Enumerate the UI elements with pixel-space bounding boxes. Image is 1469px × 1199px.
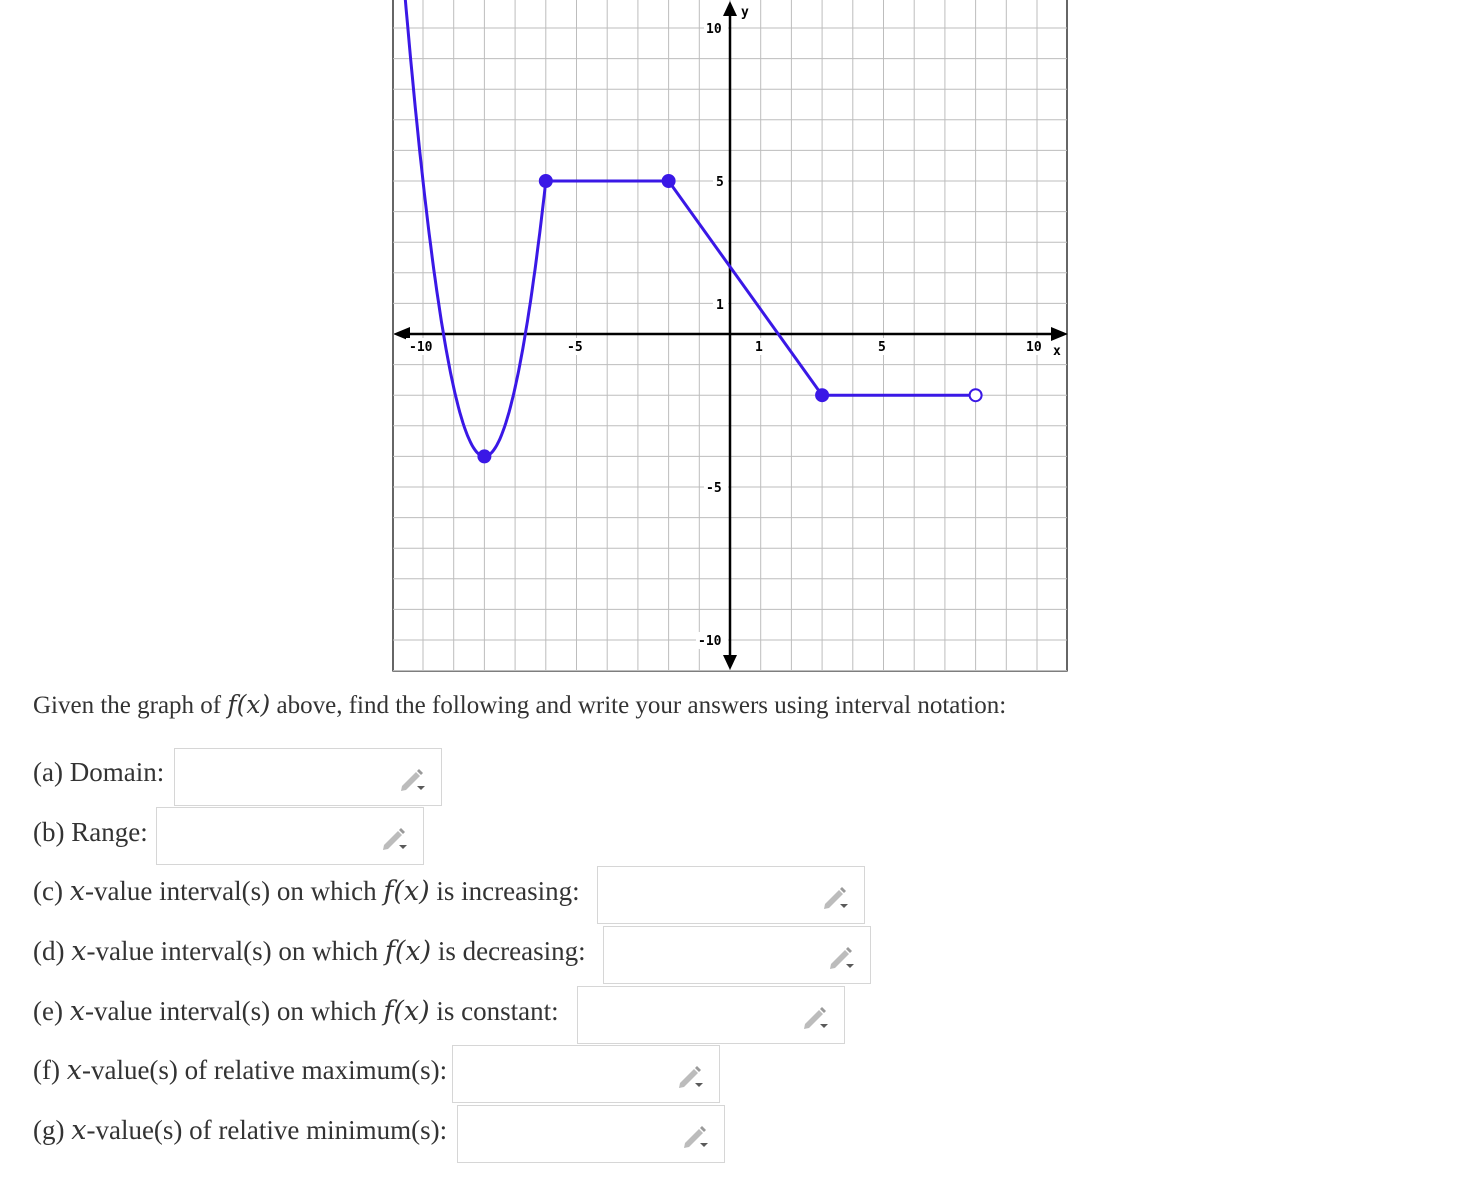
answer-input-a[interactable] (181, 755, 395, 801)
answer-input-b[interactable] (163, 814, 377, 860)
answer-input-g[interactable] (464, 1112, 678, 1158)
question-text-suffix: is increasing: (429, 876, 580, 906)
open-endpoint (970, 389, 982, 401)
x-tick-label-neg5: -5 (567, 340, 583, 355)
question-text-var: x (66, 1055, 82, 1086)
instructions-text-start: Given the graph of (33, 692, 228, 719)
y-tick-label-5: 5 (716, 175, 724, 190)
question-f-label (33, 1055, 447, 1086)
pencil-icon[interactable] (682, 1124, 710, 1148)
closed-endpoint (663, 175, 675, 187)
answer-input-c[interactable] (604, 873, 818, 919)
question-text-suffix: is constant: (429, 996, 559, 1026)
question-text-var: x (69, 876, 85, 907)
answer-input-e[interactable] (584, 993, 798, 1039)
question-text-func: f(x) (384, 936, 432, 967)
answer-box-c[interactable] (597, 866, 865, 924)
answer-box-e[interactable] (577, 986, 845, 1044)
question-text-middle: -value interval(s) on which (86, 936, 385, 966)
question-a-label (33, 757, 164, 788)
question-text-middle: -value interval(s) on which (84, 876, 384, 906)
answer-box-b[interactable] (156, 807, 424, 865)
question-text-suffix: is decreasing: (431, 936, 586, 966)
x-axis-name: x (1053, 344, 1061, 359)
y-tick-label-neg5: -5 (706, 481, 722, 496)
instructions (33, 690, 1006, 720)
instructions-text-end: above, find the following and write your answers using interval notation: (270, 692, 1007, 719)
question-text-var: x (71, 1115, 87, 1146)
question-text-var: x (69, 996, 85, 1027)
question-text-prefix: (d) (33, 936, 72, 966)
question-d-label (33, 936, 586, 967)
pencil-icon[interactable] (381, 826, 409, 850)
question-b-label (33, 817, 148, 848)
question-text-prefix: (c) (33, 876, 70, 906)
question-text-prefix: (a) Domain: (33, 757, 165, 787)
question-text-middle: -value(s) of relative maximum(s): (81, 1055, 448, 1085)
y-tick-label-10: 10 (706, 22, 722, 37)
closed-endpoint (816, 389, 828, 401)
question-text-func: f(x) (383, 876, 430, 907)
closed-endpoint (540, 175, 552, 187)
pencil-icon[interactable] (828, 945, 856, 969)
x-tick-label-neg10: -10 (409, 340, 433, 355)
x-tick-label-10: 10 (1026, 340, 1042, 355)
closed-endpoint (478, 450, 490, 462)
question-c-label (33, 876, 580, 907)
pencil-icon[interactable] (677, 1064, 705, 1088)
question-text-prefix: (b) Range: (33, 817, 148, 847)
x-tick-label-1: 1 (755, 340, 763, 355)
question-text-func: f(x) (383, 996, 430, 1027)
pencil-icon[interactable] (802, 1005, 830, 1029)
answer-box-f[interactable] (452, 1045, 720, 1103)
question-text-prefix: (e) (33, 996, 70, 1026)
question-text-middle: -value interval(s) on which (84, 996, 384, 1026)
pencil-icon[interactable] (399, 767, 427, 791)
question-g-label (33, 1115, 447, 1146)
question-text-prefix: (f) (33, 1055, 67, 1085)
answer-input-d[interactable] (610, 933, 824, 979)
question-e-label (33, 996, 559, 1027)
y-tick-label-1: 1 (716, 298, 724, 313)
x-tick-label-5: 5 (878, 340, 886, 355)
question-text-prefix: (g) (33, 1115, 72, 1145)
function-name: f(x) (227, 690, 271, 719)
pencil-icon[interactable] (822, 885, 850, 909)
answer-input-f[interactable] (459, 1052, 673, 1098)
y-axis-name: y (741, 5, 749, 20)
y-tick-label-neg10: -10 (698, 634, 722, 649)
answer-box-a[interactable] (174, 748, 442, 806)
question-text-middle: -value(s) of relative minimum(s): (86, 1115, 448, 1145)
answer-box-d[interactable] (603, 926, 871, 984)
question-text-var: x (71, 936, 87, 967)
answer-box-g[interactable] (457, 1105, 725, 1163)
